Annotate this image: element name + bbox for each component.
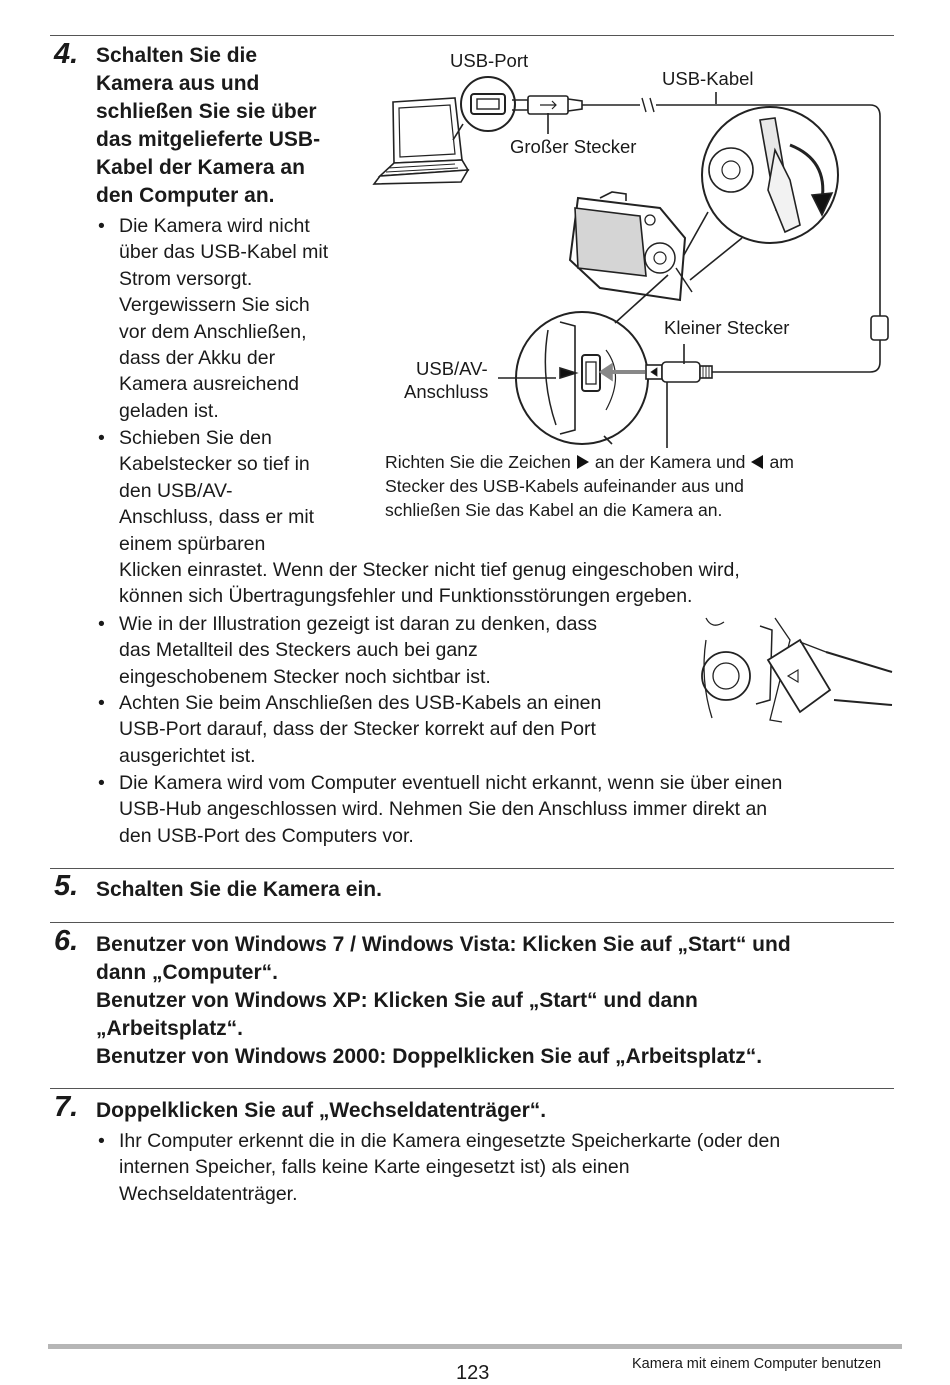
text-line: Die Kamera wird vom Computer eventuell nicht erkannt, wenn sie über einen (119, 772, 783, 794)
text-line: Kabelstecker so tief in (119, 453, 310, 476)
text-line: dass der Akku der (119, 347, 276, 370)
heading-line: Benutzer von Windows 7 / Windows Vista: Klicken Sie auf „Start“ und (96, 933, 791, 956)
text-line: Kamera ausreichend (119, 373, 299, 396)
bullet-removable-disk (119, 1128, 780, 1207)
heading-line: dann „Computer“. (96, 961, 278, 984)
bullet-dot: • (98, 772, 105, 794)
step-6-number: 6. (54, 925, 79, 957)
caption-text: am (769, 452, 794, 472)
heading-line: Kabel der Kamera an (96, 156, 305, 179)
step-7-number: 7. (54, 1091, 79, 1123)
heading-line: den Computer an. (96, 184, 275, 207)
heading-line: Schalten Sie die (96, 44, 258, 67)
text-line: geladen ist. (119, 399, 219, 422)
section-title: Kamera mit einem Computer benutzen (632, 1356, 882, 1372)
text-line: vor dem Anschließen, (119, 320, 307, 343)
text-line: können sich Übertragungsfehler und Funktionsstörungen ergeben. (119, 585, 693, 608)
heading-line: schließen Sie sie über (96, 100, 317, 123)
triangle-left-icon (751, 455, 763, 469)
bullet-dot: • (98, 613, 105, 635)
section-rule (50, 868, 894, 869)
step-4-number: 4. (54, 38, 79, 70)
usb-av-terminal-icon (516, 275, 668, 444)
text-line: den USB/AV- (119, 479, 233, 502)
text-line: das Metallteil des Steckers auch bei ganz (119, 639, 478, 662)
section-rule (50, 1088, 894, 1089)
text-line: Strom versorgt. (119, 267, 253, 290)
text-line: eingeschobenem Stecker noch sichtbar ist. (119, 665, 491, 688)
text-line: Schieben Sie den (119, 427, 272, 449)
usb-av-label-line1: USB/AV- (416, 358, 488, 379)
heading-line: das mitgelieferte USB- (96, 128, 321, 151)
laptop-icon (374, 98, 468, 184)
text-line: ausgerichtet ist. (119, 744, 256, 767)
triangle-right-icon (577, 455, 589, 469)
text-line: Wechseldatenträger. (119, 1182, 298, 1205)
bullet-dot: • (98, 215, 105, 237)
camera-icon (570, 192, 692, 300)
camera-terminal-cover-icon (680, 107, 838, 280)
text-line: USB-Hub angeschlossen wird. Nehmen Sie den Anschluss immer direkt an (119, 798, 768, 821)
page-number: 123 (456, 1362, 490, 1384)
usb-port-icon (453, 77, 515, 140)
footer-bar (48, 1344, 902, 1349)
caption-line: Stecker des USB-Kabels aufeinander aus und (385, 475, 744, 496)
heading-line: Benutzer von Windows XP: Klicken Sie auf „Start“ und dann (96, 989, 698, 1012)
text-line: Klicken einrastet. Wenn der Stecker nicht tief genug eingeschoben wird, (119, 559, 740, 582)
bullet-dot: • (98, 427, 105, 449)
heading-line: Kamera aus und (96, 72, 260, 95)
step-5-heading: Schalten Sie die Kamera ein. (96, 878, 382, 901)
bullet-dot: • (98, 1130, 105, 1152)
diagram-caption (385, 451, 794, 522)
bullet-usb-hub (119, 770, 782, 849)
step-7-heading: Doppelklicken Sie auf „Wechseldatenträger“. (96, 1099, 547, 1122)
text-line: Ihr Computer erkennt die in die Kamera eingesetzte Speicherkarte (oder den (119, 1130, 781, 1152)
caption-line (385, 451, 794, 475)
text-line: internen Speicher, falls keine Karte eingesetzt ist) als einen (119, 1156, 630, 1179)
step-5-number: 5. (54, 870, 79, 902)
plug-inserted-closeup-icon (702, 618, 892, 722)
text-line: über das USB-Kabel mit (119, 241, 329, 264)
heading-line: Benutzer von Windows 2000: Doppelklicken Sie auf „Arbeitsplatz“. (96, 1045, 763, 1068)
caption-text: Richten Sie die Zeichen (385, 452, 571, 472)
section-rule (50, 922, 894, 923)
text-line: einem spürbaren (119, 532, 266, 555)
text-line: Anschluss, dass er mit (119, 506, 315, 529)
step-6-heading (96, 931, 791, 1071)
text-line: USB-Port darauf, dass der Stecker korrekt auf den Port (119, 718, 596, 741)
small-plug-label: Kleiner Stecker (664, 317, 790, 338)
text-line: Wie in der Illustration gezeigt ist daran zu denken, dass (119, 613, 598, 635)
text-line: Achten Sie beim Anschließen des USB-Kabels an einen (119, 692, 602, 714)
caption-line: schließen Sie das Kabel an die Kamera an. (385, 499, 723, 520)
text-line: den USB-Port des Computers vor. (119, 824, 414, 847)
large-plug-label: Großer Stecker (510, 136, 637, 157)
caption-text: an der Kamera und (594, 452, 746, 472)
heading-line: „Arbeitsplatz“. (96, 1017, 244, 1040)
text-line: Die Kamera wird nicht (119, 215, 310, 237)
usb-port-label: USB-Port (450, 50, 529, 71)
text-line: Vergewissern Sie sich (119, 294, 310, 317)
usb-cable-label: USB-Kabel (662, 68, 754, 89)
usb-av-label-line2: Anschluss (404, 381, 489, 402)
bullet-dot: • (98, 692, 105, 714)
